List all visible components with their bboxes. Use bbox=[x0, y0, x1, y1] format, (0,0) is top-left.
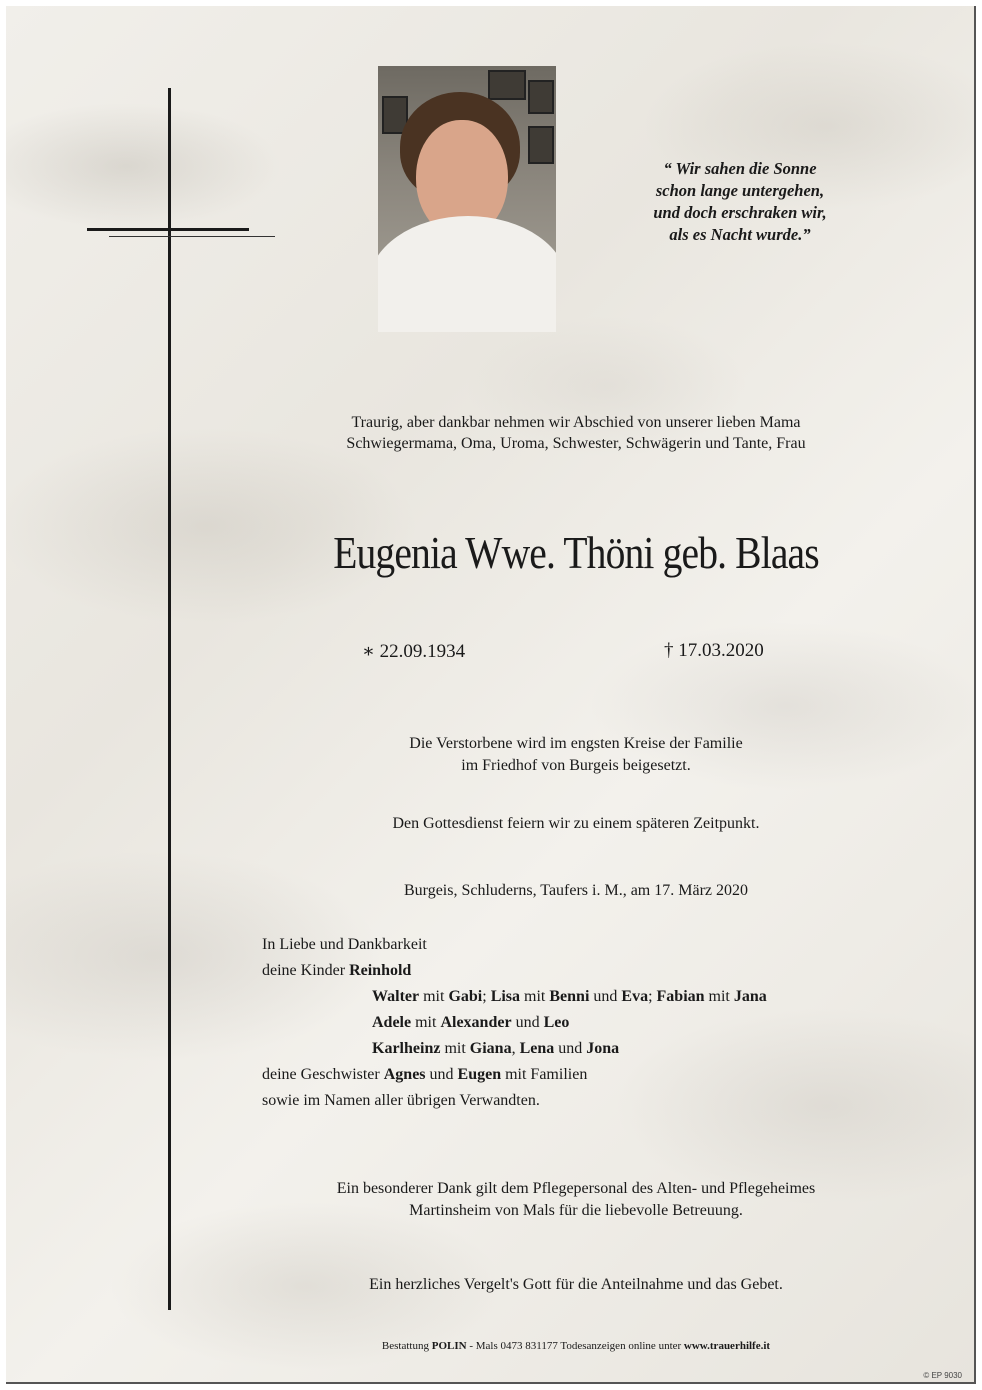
footer-text: - Mals 0473 831177 Todesanzeigen online unter bbox=[466, 1340, 684, 1352]
family-member: Giana bbox=[469, 1040, 512, 1057]
family-member: Reinhold bbox=[349, 962, 412, 979]
family-text: mit bbox=[411, 1014, 441, 1031]
family-text: und bbox=[511, 1014, 544, 1031]
family-text: ; bbox=[648, 988, 657, 1005]
family-text: mit bbox=[520, 988, 550, 1005]
cross-icon bbox=[168, 88, 171, 1310]
wall-picture-frame bbox=[488, 70, 526, 100]
portrait-shirt bbox=[378, 216, 556, 332]
footer-text: Bestattung bbox=[381, 1340, 432, 1352]
footer bbox=[236, 1340, 916, 1352]
family-text: und bbox=[589, 988, 622, 1005]
family-member: Benni bbox=[549, 988, 590, 1005]
thanks-line: Martinsheim von Mals für die liebevolle Betreuung. bbox=[409, 1202, 743, 1219]
print-code: © EP 9030 bbox=[923, 1371, 962, 1380]
quote-line: schon lange untergehen, bbox=[655, 181, 825, 200]
family-text: mit bbox=[440, 1040, 470, 1057]
family-text: mit bbox=[419, 988, 449, 1005]
intro-line: Traurig, aber dankbar nehmen wir Abschied von unserer lieben Mama bbox=[351, 414, 801, 431]
burial-line: Die Verstorbene wird im engsten Kreise der Familie bbox=[409, 735, 743, 752]
place-date: Burgeis, Schluderns, Taufers i. M., am 17. März 2020 bbox=[403, 882, 748, 899]
family-member: Jona bbox=[586, 1040, 620, 1057]
family-text: mit Familien bbox=[501, 1066, 588, 1083]
family-member: Gabi bbox=[448, 988, 483, 1005]
wall-picture-frame bbox=[528, 80, 554, 114]
family-member: Jana bbox=[733, 988, 767, 1005]
family-text: deine Kinder bbox=[262, 962, 350, 979]
portrait-photo bbox=[378, 66, 556, 332]
obituary-sheet bbox=[6, 6, 976, 1384]
vergelt-notice: Ein herzliches Vergelt's Gott für die Anteilnahme und das Gebet. bbox=[369, 1276, 783, 1293]
birth-date: ∗ 22.09.1934 bbox=[362, 641, 466, 662]
family-closing: sowie im Namen aller übrigen Verwandten. bbox=[262, 1092, 540, 1109]
footer-company: POLIN bbox=[431, 1340, 467, 1352]
family-text: deine Geschwister bbox=[262, 1066, 384, 1083]
family-row bbox=[262, 1036, 902, 1062]
footer-website: www.trauerhilfe.it bbox=[683, 1340, 771, 1352]
quote-line: “ Wir sahen die Sonne bbox=[663, 159, 817, 178]
family-member: Alexander bbox=[440, 1014, 512, 1031]
intro-line: Schwiegermama, Oma, Uroma, Schwester, Schwägerin und Tante, Frau bbox=[346, 435, 806, 452]
burial-notice bbox=[236, 733, 916, 777]
family-text: mit bbox=[704, 988, 734, 1005]
family-member: Leo bbox=[543, 1014, 570, 1031]
family-intro: In Liebe und Dankbarkeit bbox=[262, 936, 427, 953]
family-text: und bbox=[425, 1066, 458, 1083]
cross-crossbar bbox=[87, 228, 249, 231]
intro-text bbox=[236, 412, 916, 454]
family-list bbox=[262, 932, 902, 1114]
family-member: Karlheinz bbox=[372, 1040, 441, 1057]
thanks-notice bbox=[236, 1178, 916, 1222]
burial-line: im Friedhof von Burgeis beigesetzt. bbox=[461, 757, 691, 774]
family-text: ; bbox=[482, 988, 491, 1005]
family-siblings bbox=[262, 1062, 902, 1088]
family-member: Adele bbox=[372, 1014, 412, 1031]
family-member: Walter bbox=[372, 988, 420, 1005]
family-member: Eugen bbox=[457, 1066, 502, 1083]
wall-picture-frame bbox=[528, 126, 554, 164]
service-notice: Den Gottesdienst feiern wir zu einem späteren Zeitpunkt. bbox=[392, 815, 760, 832]
family-member: Lena bbox=[519, 1040, 555, 1057]
family-row bbox=[262, 984, 902, 1010]
family-member: Eva bbox=[621, 988, 649, 1005]
deceased-name: Eugenia Wwe. Thöni geb. Blaas bbox=[333, 527, 819, 578]
quote-line: als es Nacht wurde.” bbox=[669, 225, 811, 244]
thanks-line: Ein besonderer Dank gilt dem Pflegepersonal des Alten- und Pflegeheimes bbox=[336, 1180, 816, 1197]
family-children bbox=[262, 958, 902, 984]
family-member: Fabian bbox=[656, 988, 705, 1005]
quote-line: und doch erschraken wir, bbox=[653, 203, 827, 222]
cross-crossbar-thin bbox=[109, 236, 275, 237]
family-member: Agnes bbox=[383, 1066, 426, 1083]
family-member: Lisa bbox=[490, 988, 521, 1005]
quote bbox=[590, 158, 890, 246]
family-text: , bbox=[511, 1040, 520, 1057]
death-date: † 17.03.2020 bbox=[664, 640, 764, 661]
family-text: und bbox=[554, 1040, 587, 1057]
family-row bbox=[262, 1010, 902, 1036]
